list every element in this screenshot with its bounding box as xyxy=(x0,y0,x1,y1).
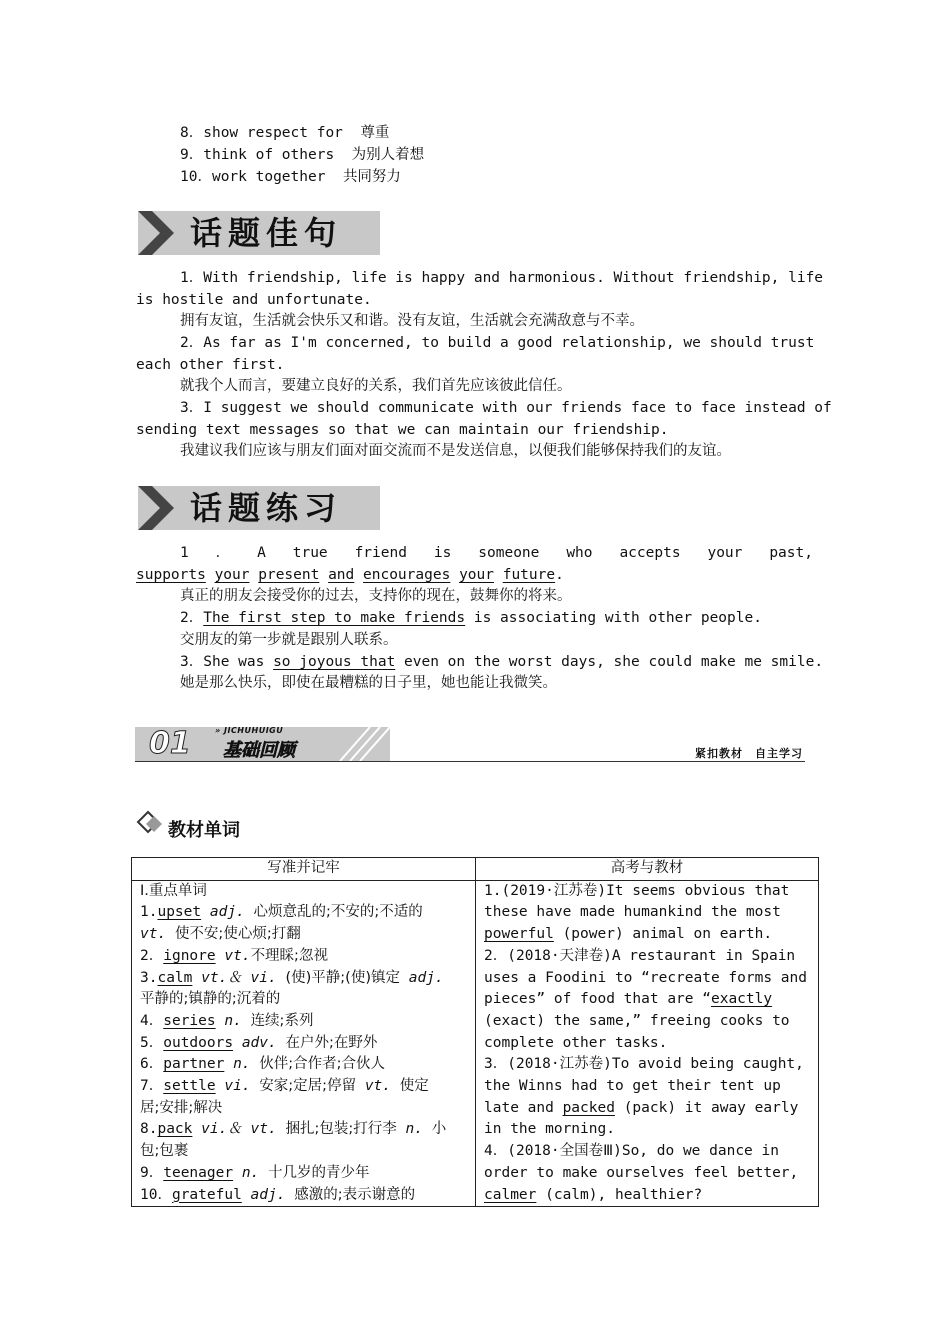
vocab-table xyxy=(131,857,819,1207)
word-item: 5．outdoors adv. 在户外;在野外 xyxy=(140,1034,378,1051)
chapter-number: 01 xyxy=(149,726,191,761)
practice-2: 2．The first step to make friends is associating with other people. xyxy=(180,610,762,626)
chapter-tagline: 紧扣教材 自主学习 xyxy=(695,747,803,760)
answer-blank: future xyxy=(502,567,556,583)
practice-3-translation: 她是那么快乐，即使在最糟糕的日子里，她也能让我微笑。 xyxy=(180,675,557,691)
left-cell: Ⅰ.重点单词 1.upset adj. 心烦意乱的;不安的;不适的 vt. 使不安;使心烦;打翻 2．ignore vt.不理睬;忽视 3.calm vt.＆ vi. (使)平静;(使)镇定 adj. 平静的;镇静的;沉着的 4．series n. 连续;系列 5．outdoors adv. 在户外;在野外 6．partner n. 伙伴;合作者;合伙人 7．settle vi. 安家;定居;停留 vt. 使定 居;安排;解决 8.pack vi.＆ vt. 捆扎;包装;打行李 n. 小 包;包裹 9．teenager n. 十几岁的青少年 10．grateful adj. 感激的;表示谢意的 xyxy=(132,880,476,1207)
sentence-3-translation: 我建议我们应该与朋友们面对面交流而不是发送信息，以便我们能够保持我们的友谊。 xyxy=(180,443,731,459)
practice-1-line-1: 1 ． A true friend is someone who accepts your past, xyxy=(180,545,813,561)
list-item-10: 10．work together 共同努力 xyxy=(180,169,401,185)
section-title: 话题练习 xyxy=(190,489,343,527)
column-header: 写准并记牢 xyxy=(132,858,476,881)
chapter-pinyin: » JICHUHUIGU xyxy=(215,726,284,735)
column-header: 高考与教材 xyxy=(476,858,819,881)
word-item: 8.pack vi.＆ vt. 捆扎;包装;打行李 n. 小 xyxy=(140,1121,447,1138)
section-banner-practice xyxy=(138,486,380,530)
word-item: 1.upset adj. 心烦意乱的;不安的;不适的 xyxy=(140,904,423,921)
section-banner-sentences xyxy=(138,211,380,255)
word-item: 2．ignore vt.不理睬;忽视 xyxy=(140,947,328,964)
chapter-header xyxy=(135,725,805,763)
answer-blank: and xyxy=(328,567,355,583)
sentence-1-translation: 拥有友谊，生活就会快乐又和谐。没有友谊，生活就会充满敌意与不幸。 xyxy=(180,313,644,329)
answer-blank: present xyxy=(258,567,320,583)
section-title: 话题佳句 xyxy=(190,214,343,252)
practice-1-line-2: supports your present and encourages your future. xyxy=(136,567,564,583)
arrow-icon xyxy=(138,486,182,530)
stripes-decoration xyxy=(330,727,392,761)
word-item: 6．partner n. 伙伴;合作者;合伙人 xyxy=(140,1056,386,1073)
answer-blank: powerful xyxy=(484,926,554,943)
sentence-2-line-2: each other first. xyxy=(136,357,285,373)
word-item: 10．grateful adj. 感激的;表示谢意的 xyxy=(140,1186,416,1203)
sentence-2-translation: 就我个人而言，要建立良好的关系，我们首先应该彼此信任。 xyxy=(180,378,572,394)
sentence-1-line-2: is hostile and unfortunate. xyxy=(136,292,372,308)
answer-blank: your xyxy=(459,567,494,583)
answer-blank: encourages xyxy=(363,567,451,583)
sentence-1-line-1: 1．With friendship, life is happy and harmonious. Without friendship, life xyxy=(180,270,824,286)
diamond-icon xyxy=(136,810,164,840)
list-item-8: 8．show respect for 尊重 xyxy=(180,125,390,141)
answer-blank: packed xyxy=(562,1099,615,1116)
answer-blank: supports xyxy=(136,567,206,583)
answer-blank: exactly xyxy=(710,991,773,1008)
header-rule xyxy=(135,761,805,762)
arrow-icon xyxy=(138,211,182,255)
chapter-title: 基础回顾 xyxy=(223,740,295,761)
right-cell: 1.(2019·江苏卷)It seems obvious that these have made humankind the most powerful (power) animal on earth. 2．(2018·天津卷)A restaurant in Spain uses a Foodini to “recreate forms and pieces” of food that are “exactly (exact) the same,” freeing cooks to complete other tasks. 3．(2018·江苏卷)To avoid being caught, the Winns had to get their tent up late and packed (pack) it away early in the morning. 4．(2018·全国卷Ⅲ)So, do we dance in order to make ourselves feel better, calmer (calm), healthier? xyxy=(476,880,819,1207)
sentence-2-line-1: 2．As far as I'm concerned, to build a good relationship, we should trust xyxy=(180,335,815,351)
word-item: 9．teenager n. 十几岁的青少年 xyxy=(140,1164,370,1181)
practice-2-translation: 交朋友的第一步就是跟别人联系。 xyxy=(180,632,398,648)
word-item: 4．series n. 连续;系列 xyxy=(140,1012,314,1029)
sentence-3-line-1: 3．I suggest we should communicate with our friends face to face instead of xyxy=(180,400,832,416)
answer-blank: The first step to make friends xyxy=(203,610,466,626)
practice-1-translation: 真正的朋友会接受你的过去，支持你的现在，鼓舞你的将来。 xyxy=(180,588,572,604)
sentence-3-line-2: sending text messages so that we can maintain our friendship. xyxy=(136,422,669,438)
word-item: 3.calm vt.＆ vi. (使)平静;(使)镇定 adj. xyxy=(140,969,444,986)
list-item-9: 9．think of others 为别人着想 xyxy=(180,147,425,163)
practice-3: 3．She was so joyous that even on the worst days, she could make me smile. xyxy=(180,654,824,670)
answer-blank: calmer xyxy=(484,1186,537,1203)
answer-blank: your xyxy=(214,567,250,583)
answer-blank: so joyous that xyxy=(273,654,396,670)
word-item: 7．settle vi. 安家;定居;停留 vt. 使定 xyxy=(140,1078,429,1095)
